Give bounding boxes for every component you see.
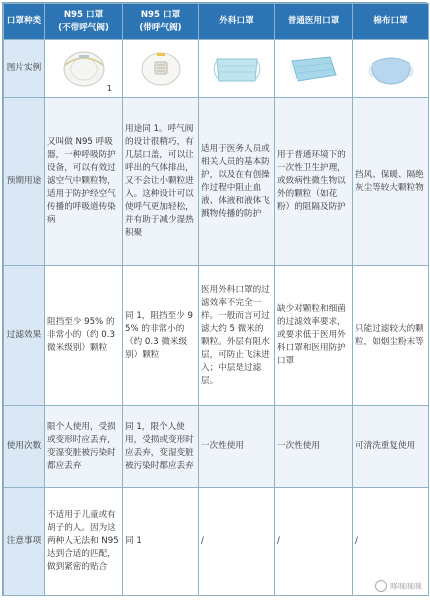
header-n95-no-valve-text: N95 口罩 (不带呼气阀)	[58, 9, 109, 33]
image-caption-number: 1	[106, 83, 112, 93]
image-cotton	[353, 40, 429, 98]
filtration-n95-valve: 同 1，阻挡至少 95% 的非常小的（约 0.3 微米级别）颗粒	[123, 266, 199, 406]
usage-n95-no-valve: 限个人使用，受损或变形时应丢弃，变湿变脏被污染时都应丢弃	[45, 406, 123, 488]
image-medical	[275, 40, 353, 98]
image-surgical	[199, 40, 275, 98]
purpose-cotton: 挡风、保暖、隔绝灰尘等较大颗粒物	[353, 98, 429, 266]
header-cotton	[353, 4, 429, 40]
medical-mask-icon	[286, 49, 342, 89]
purpose-surgical: 适用于医务人员或相关人员的基本防护，以及在有创操作过程中阻止血液、体液和液体飞溅物传播的防护	[199, 98, 275, 266]
header-row-label: 口罩种类	[4, 4, 45, 40]
row-label-usage: 使用次数	[4, 406, 45, 488]
row-filtration	[4, 266, 429, 406]
notes-medical: /	[275, 488, 353, 596]
usage-cotton: 可清洗重复使用	[353, 406, 429, 488]
row-label-purpose: 预期用途	[4, 98, 45, 266]
watermark	[375, 580, 422, 592]
notes-n95-valve: 同 1	[123, 488, 199, 596]
row-label-filtration: 过滤效果	[4, 266, 45, 406]
row-purpose	[4, 98, 429, 266]
usage-surgical: 一次性使用	[199, 406, 275, 488]
image-n95-no-valve	[45, 40, 123, 98]
mask-comparison-table	[3, 3, 429, 596]
purpose-medical: 用于普通环境下的一次性卫生护理，或致病性微生物以外的颗粒（如花粉）的阻隔及防护	[275, 98, 353, 266]
row-usage	[4, 406, 429, 488]
header-row	[4, 4, 429, 40]
filtration-medical: 缺少对颗粒和细菌的过滤效率要求，或要求低于医用外科口罩和医用防护口罩	[275, 266, 353, 406]
header-medical	[275, 4, 353, 40]
purpose-n95-valve: 用途同 1。呼气阀的设计很精巧，有几层口盖，可以让呼出的气体排出，又不会让小颗粒进入。这种设计可以使呼气更加轻松，并有助于减少湿热积聚	[123, 98, 199, 266]
row-images	[4, 40, 429, 98]
n95-mask-icon	[59, 45, 109, 89]
header-n95-valve	[123, 4, 199, 40]
notes-cotton: /	[353, 488, 429, 596]
filtration-surgical: 医用外科口罩的过滤效率不完全一样。一般而言可过滤大约 5 微米的颗粒。外层有阻水层，可防止飞沫进入；中层是过滤层。	[199, 266, 275, 406]
header-medical-text: 普通医用口罩	[287, 16, 340, 26]
header-n95-no-valve	[45, 4, 123, 40]
watermark-text: 哆咪咪咪	[390, 581, 422, 591]
wechat-icon	[375, 580, 387, 592]
header-cotton-text: 棉布口罩	[373, 16, 408, 26]
filtration-cotton: 只能过滤较大的颗粒，如烟尘粉末等	[353, 266, 429, 406]
header-surgical	[199, 4, 275, 40]
notes-surgical: /	[199, 488, 275, 596]
cotton-mask-icon	[363, 49, 419, 89]
usage-n95-valve: 同 1，限个人使用，受损或变形时应丢弃，变湿变脏被污染时都应丢弃	[123, 406, 199, 488]
row-label-notes: 注意事项	[4, 488, 45, 596]
row-label-images: 图片实例	[4, 40, 45, 98]
header-surgical-text: 外科口罩	[219, 16, 254, 26]
filtration-n95-no-valve: 阻挡至少 95% 的非常小的（约 0.3 微米级别）颗粒	[45, 266, 123, 406]
surgical-mask-icon	[209, 49, 265, 89]
image-n95-valve	[123, 40, 199, 98]
purpose-n95-no-valve: 又叫做 N95 呼吸器，一种呼吸防护设备，可以有效过滤空气中颗粒物，适用于防护经空气传播的呼吸道传染病	[45, 98, 123, 266]
usage-medical: 一次性使用	[275, 406, 353, 488]
n95-valve-mask-icon	[136, 45, 186, 89]
comparison-table-frame	[2, 2, 427, 596]
notes-n95-no-valve: 不适用于儿童或有胡子的人。因为这两种人无法和 N95 达到合适的匹配，做到紧密的贴合	[45, 488, 123, 596]
row-notes	[4, 488, 429, 596]
header-n95-valve-text: N95 口罩 (带呼气阀)	[139, 9, 182, 33]
